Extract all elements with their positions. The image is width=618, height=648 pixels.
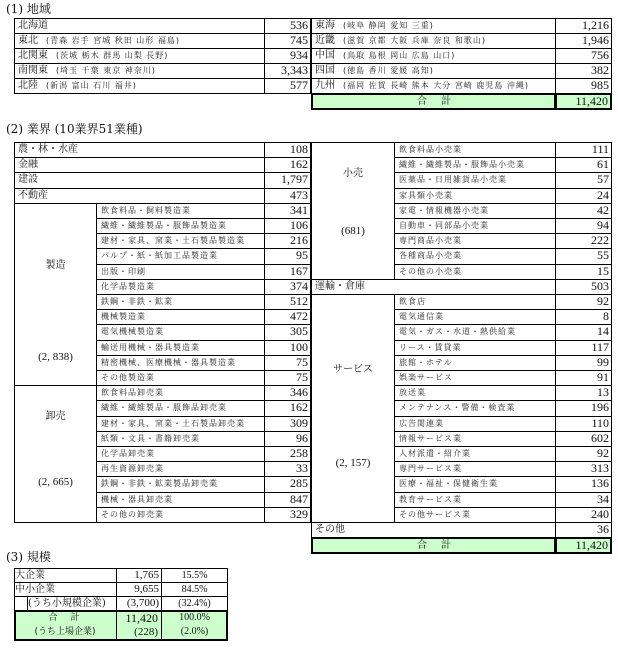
service-item-value: 14 — [555, 324, 612, 340]
region-name-cell — [14, 18, 265, 34]
size-listed-value: (228) — [134, 626, 158, 638]
wholesale-item-name: 再生資源卸売業 — [96, 461, 265, 477]
wholesale-item-value: 258 — [264, 446, 311, 462]
manufacturing-item-value: 167 — [264, 264, 311, 280]
service-item-value: 92 — [555, 446, 612, 462]
wholesale-item-value: 33 — [264, 461, 311, 477]
industry-name: 農・林・水産 — [14, 142, 265, 158]
region-name: 中国 — [315, 50, 335, 61]
service-item-name: 娯楽サービス — [394, 370, 556, 386]
service-item-value: 13 — [555, 385, 612, 401]
size-label: 大企業 — [14, 568, 117, 583]
section-title-region: (1) 地域 — [6, 2, 51, 16]
region-name-cell — [14, 63, 265, 79]
retail-item-value: 55 — [555, 248, 612, 264]
manufacturing-count: (2, 838) — [38, 350, 73, 363]
wholesale-item-name: 紙類・文具・書籍卸売業 — [96, 431, 265, 447]
retail-item-name: 飲食料品小売業 — [394, 142, 556, 158]
wholesale-item-name: 機械・器具卸売業 — [96, 492, 265, 508]
region-name: 南関東 — [18, 65, 48, 76]
manufacturing-item-name: 電気機械製造業 — [96, 324, 265, 340]
industry-value: 108 — [264, 142, 311, 158]
service-item-name: 医療・福祉・保健衛生業 — [394, 476, 556, 492]
service-item-name: 教育サービス業 — [394, 492, 556, 508]
region-total-value: 11,420 — [555, 93, 612, 110]
retail-item-name: 専門商品小売業 — [394, 233, 556, 249]
size-left-border — [14, 596, 15, 611]
service-item-name: その他サービス業 — [394, 507, 556, 523]
wholesale-label: 卸売 — [45, 411, 66, 423]
service-item-value: 136 — [555, 476, 612, 492]
industry-total-label: 合 計 — [311, 537, 556, 554]
retail-item-value: 15 — [555, 264, 612, 280]
size-pct: 15.5% — [161, 568, 228, 583]
service-item-value: 240 — [555, 507, 612, 523]
size-total-label: 合 計 — [48, 613, 82, 623]
industry-value: 1,797 — [264, 172, 311, 188]
service-item-name: 情報サービス業 — [394, 431, 556, 447]
service-item-value: 117 — [555, 340, 612, 356]
size-label: (うち小規模企業) — [27, 596, 117, 611]
region-name-cell — [311, 48, 556, 64]
region-name: 近畿 — [315, 35, 335, 46]
region-value: 985 — [555, 78, 612, 94]
wholesale-item-value: 162 — [264, 400, 311, 416]
manufacturing-item-value: 512 — [264, 294, 311, 310]
retail-item-value: 42 — [555, 203, 612, 219]
industry-name: 金融 — [14, 157, 265, 173]
service-item-name: 電気通信業 — [394, 309, 556, 325]
wholesale-item-name: 建材・家具、窯業・土石製品卸売業 — [96, 416, 265, 432]
retail-item-value: 61 — [555, 157, 612, 173]
region-name-cell — [311, 33, 556, 49]
region-name: 北海道 — [18, 20, 48, 31]
manufacturing-group — [14, 203, 97, 386]
size-pct: 84.5% — [161, 582, 228, 597]
service-item-name: 放送業 — [394, 385, 556, 401]
size-total-value: 11,420 — [125, 611, 158, 625]
section-title-size: (3) 規模 — [6, 550, 51, 564]
service-item-name: 広告関連業 — [394, 416, 556, 432]
size-pct: (32.4%) — [161, 596, 228, 611]
retail-group — [311, 142, 395, 280]
service-item-name: 人材派遣・紹介業 — [394, 446, 556, 462]
manufacturing-item-value: 305 — [264, 324, 311, 340]
region-value: 536 — [264, 18, 311, 34]
manufacturing-item-value: 75 — [264, 355, 311, 371]
wholesale-item-name: 繊維・繊維製品・服飾品卸売業 — [96, 400, 265, 416]
transport-value: 503 — [555, 279, 612, 295]
retail-item-value: 222 — [555, 233, 612, 249]
retail-item-value: 94 — [555, 218, 612, 234]
wholesale-item-value: 96 — [264, 431, 311, 447]
service-item-name: 旅館・ホテル — [394, 355, 556, 371]
region-prefectures: (茨城 栃木 群馬 山梨 長野) — [56, 51, 169, 60]
wholesale-item-value: 346 — [264, 385, 311, 401]
region-value: 3,343 — [264, 63, 311, 79]
industry-value: 162 — [264, 157, 311, 173]
manufacturing-item-value: 95 — [264, 248, 311, 264]
manufacturing-item-name: 飲食料品・飼料製造業 — [96, 203, 265, 219]
service-item-name: 電気・ガス・水道・熱供給業 — [394, 324, 556, 340]
service-label: サービス — [333, 364, 373, 375]
region-value: 1,216 — [555, 18, 612, 34]
region-name: 四国 — [315, 65, 335, 76]
wholesale-item-name: 鉄鋼・非鉄・鉱業製品卸売業 — [96, 476, 265, 492]
other-value: 36 — [555, 522, 612, 538]
service-item-value: 313 — [555, 461, 612, 477]
size-value: 1,765 — [116, 568, 162, 583]
retail-item-name: 家具類小売業 — [394, 188, 556, 204]
manufacturing-item-value: 100 — [264, 340, 311, 356]
manufacturing-label: 製造 — [45, 259, 66, 271]
industry-total-value: 11,420 — [555, 537, 612, 554]
region-value: 934 — [264, 48, 311, 64]
retail-item-value: 57 — [555, 172, 612, 188]
region-value: 382 — [555, 63, 612, 79]
retail-item-value: 111 — [555, 142, 612, 158]
retail-item-name: 繊維・繊維製品・服飾品小売業 — [394, 157, 556, 173]
service-item-value: 91 — [555, 370, 612, 386]
size-label: 中小企業 — [14, 582, 117, 597]
manufacturing-item-value: 75 — [264, 370, 311, 386]
service-group — [311, 294, 395, 523]
retail-item-name: 家電・情報機器小売業 — [394, 203, 556, 219]
retail-item-name: その他の小売業 — [394, 264, 556, 280]
region-value: 745 — [264, 33, 311, 49]
service-item-name: 専門サービス業 — [394, 461, 556, 477]
size-value: 9,655 — [116, 582, 162, 597]
wholesale-item-name: その他の卸売業 — [96, 507, 265, 523]
retail-label: 小売 — [343, 168, 363, 179]
retail-count: (681) — [341, 225, 365, 237]
wholesale-item-name: 化学品卸売業 — [96, 446, 265, 462]
size-listed-label: (うち上場企業) — [34, 627, 96, 637]
industry-name: 建設 — [14, 172, 265, 188]
region-total-label: 合 計 — [311, 93, 556, 110]
region-name-cell — [14, 78, 265, 94]
region-name: 北陸 — [18, 80, 38, 91]
manufacturing-item-value: 341 — [264, 203, 311, 219]
region-name-cell — [311, 78, 556, 94]
region-prefectures: (新潟 富山 石川 福井) — [46, 81, 137, 90]
service-item-value: 34 — [555, 492, 612, 508]
service-count: (2, 157) — [335, 457, 371, 469]
transport-name: 運輸・倉庫 — [311, 279, 556, 295]
region-name: 東海 — [315, 20, 335, 31]
manufacturing-item-value: 216 — [264, 233, 311, 249]
manufacturing-item-name: 機械製造業 — [96, 309, 265, 325]
region-name-cell — [14, 33, 265, 49]
manufacturing-item-name: 出版・印刷 — [96, 264, 265, 280]
manufacturing-item-name: その他製造業 — [96, 370, 265, 386]
wholesale-item-value: 285 — [264, 476, 311, 492]
wholesale-item-name: 飲食料品卸売業 — [96, 385, 265, 401]
region-prefectures: (埼玉 千葉 東京 神奈川) — [56, 66, 156, 75]
region-prefectures: (鳥取 島根 岡山 広島 山口) — [343, 51, 456, 60]
manufacturing-item-value: 472 — [264, 309, 311, 325]
manufacturing-item-value: 106 — [264, 218, 311, 234]
wholesale-count: (2, 665) — [38, 476, 73, 489]
retail-item-name: 各種商品小売業 — [394, 248, 556, 264]
region-name-cell — [14, 48, 265, 64]
wholesale-group — [14, 385, 97, 523]
manufacturing-item-name: 繊維・繊維製品・服飾品製造業 — [96, 218, 265, 234]
region-value: 756 — [555, 48, 612, 64]
wholesale-item-value: 329 — [264, 507, 311, 523]
retail-item-name: 自動車・同部品小売業 — [394, 218, 556, 234]
region-name: 九州 — [315, 80, 335, 91]
retail-item-name: 医薬品・日用雑貨品小売業 — [394, 172, 556, 188]
service-item-value: 196 — [555, 400, 612, 416]
region-value: 577 — [264, 78, 311, 94]
service-item-name: 飲食店 — [394, 294, 556, 310]
manufacturing-item-name: パルプ・紙・紙加工品製造業 — [96, 248, 265, 264]
region-prefectures: (岐阜 静岡 愛知 三重) — [343, 21, 434, 30]
manufacturing-item-name: 建材・家具、窯業・土石製品製造業 — [96, 233, 265, 249]
industry-name: 不動産 — [14, 188, 265, 204]
region-prefectures: (青森 岩手 宮城 秋田 山形 福島) — [46, 36, 180, 45]
service-item-name: メンテナンス・警備・検査業 — [394, 400, 556, 416]
manufacturing-item-name: 鉄鋼・非鉄・鉱業 — [96, 294, 265, 310]
manufacturing-item-value: 374 — [264, 279, 311, 295]
service-item-value: 110 — [555, 416, 612, 432]
manufacturing-item-name: 輸送用機械・器具製造業 — [96, 340, 265, 356]
region-prefectures: (福岡 佐賀 長崎 熊本 大分 宮崎 鹿児島 沖縄) — [343, 81, 530, 90]
size-value: (3,700) — [116, 596, 162, 611]
region-name: 北関東 — [18, 50, 48, 61]
size-total-pct: 100.0% — [179, 612, 210, 623]
retail-item-value: 24 — [555, 188, 612, 204]
region-name: 東北 — [18, 35, 38, 46]
section-title-industry: (2) 業界 (10業界51業種) — [6, 122, 143, 136]
region-prefectures: (滋賀 京都 大阪 兵庫 奈良 和歌山) — [343, 36, 486, 45]
industry-value: 473 — [264, 188, 311, 204]
region-name-cell — [311, 63, 556, 79]
wholesale-item-value: 309 — [264, 416, 311, 432]
region-value: 1,946 — [555, 33, 612, 49]
service-item-value: 602 — [555, 431, 612, 447]
other-name: その他 — [311, 522, 556, 538]
region-prefectures: (徳島 香川 愛媛 高知) — [343, 66, 434, 75]
region-name-cell — [311, 18, 556, 34]
service-item-value: 8 — [555, 309, 612, 325]
service-item-name: リース・賃貸業 — [394, 340, 556, 356]
manufacturing-item-name: 精密機械、医療機械・器具製造業 — [96, 355, 265, 371]
service-item-value: 92 — [555, 294, 612, 310]
service-item-value: 99 — [555, 355, 612, 371]
size-listed-pct: (2.0%) — [180, 626, 209, 637]
manufacturing-item-name: 化学品製造業 — [96, 279, 265, 295]
wholesale-item-value: 847 — [264, 492, 311, 508]
